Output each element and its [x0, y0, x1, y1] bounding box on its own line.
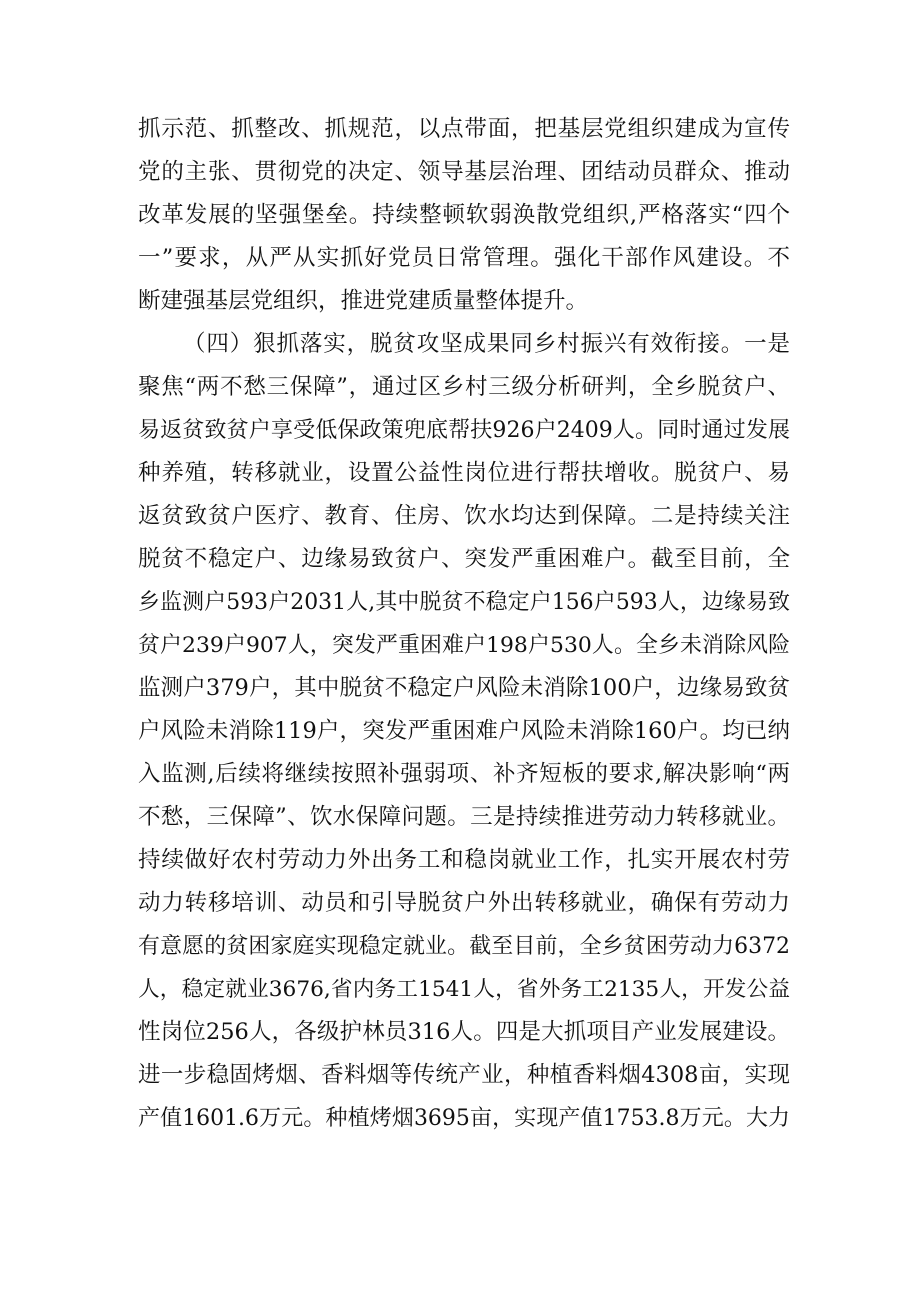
text-line: 易返贫致贫户享受低保政策兜底帮扶926户2409人。同时通过发展: [138, 418, 790, 443]
section-heading-line: （四）狠抓落实，脱贫攻坚成果同乡村振兴有效衔接。一是: [183, 331, 790, 357]
text-line: 聚焦“两不愁三保障”，通过区乡村三级分析研判，全乡脱贫户、: [138, 374, 790, 400]
text-line: 一”要求，从严从实抓好党员日常管理。强化干部作风建设。不: [138, 245, 790, 271]
text-line: 改革发展的坚强堡垒。持续整顿软弱涣散党组织,严格落实“四个: [138, 202, 790, 228]
text-line: 人，稳定就业3676,省内务工1541人，省外务工2135人，开发公益: [138, 977, 790, 1002]
text-line: 有意愿的贫困家庭实现稳定就业。截至目前，全乡贫困劳动力6372: [138, 934, 790, 959]
text-line: 种养殖，转移就业，设置公益性岗位进行帮扶增收。脱贫户、易: [138, 460, 790, 486]
text-line: 抓示范、抓整改、抓规范，以点带面，把基层党组织建成为宣传: [138, 116, 790, 142]
text-line: 入监测,后续将继续按照补强弱项、补齐短板的要求,解决影响“两: [138, 761, 790, 787]
text-line: 断建强基层党组织，推进党建质量整体提升。: [138, 288, 589, 314]
text-line: 党的主张、贯彻党的决定、领导基层治理、团结动员群众、推动: [138, 159, 790, 185]
text-line: 持续做好农村劳动力外出务工和稳岗就业工作，扎实开展农村劳: [138, 847, 790, 873]
body-text: [138, 108, 790, 1140]
text-line: 性岗位256人，各级护林员316人。四是大抓项目产业发展建设。: [138, 1019, 790, 1045]
text-line: 户风险未消除119户，突发严重困难户风险未消除160户。均已纳: [138, 718, 790, 744]
text-line: 监测户379户，其中脱贫不稳定户风险未消除100户，边缘易致贫: [138, 675, 790, 701]
text-line: 乡监测户593户2031人,其中脱贫不稳定户156户593人，边缘易致: [138, 590, 790, 615]
text-line: 返贫致贫户医疗、教育、住房、饮水均达到保障。二是持续关注: [138, 503, 790, 529]
text-line: 脱贫不稳定户、边缘易致贫户、突发严重困难户。截至目前，全: [138, 546, 790, 572]
text-line: 不愁，三保障”、饮水保障问题。三是持续推进劳动力转移就业。: [138, 804, 790, 830]
text-line: 贫户239户907人，突发严重困难户198户530人。全乡未消除风险: [138, 633, 790, 658]
text-line: 进一步稳固烤烟、香料烟等传统产业，种植香料烟4308亩，实现: [138, 1062, 790, 1088]
text-line: 动力转移培训、动员和引导脱贫户外出转移就业，确保有劳动力: [138, 890, 790, 916]
text-line: 产值1601.6万元。种植烤烟3695亩，实现产值1753.8万元。大力: [138, 1106, 790, 1131]
